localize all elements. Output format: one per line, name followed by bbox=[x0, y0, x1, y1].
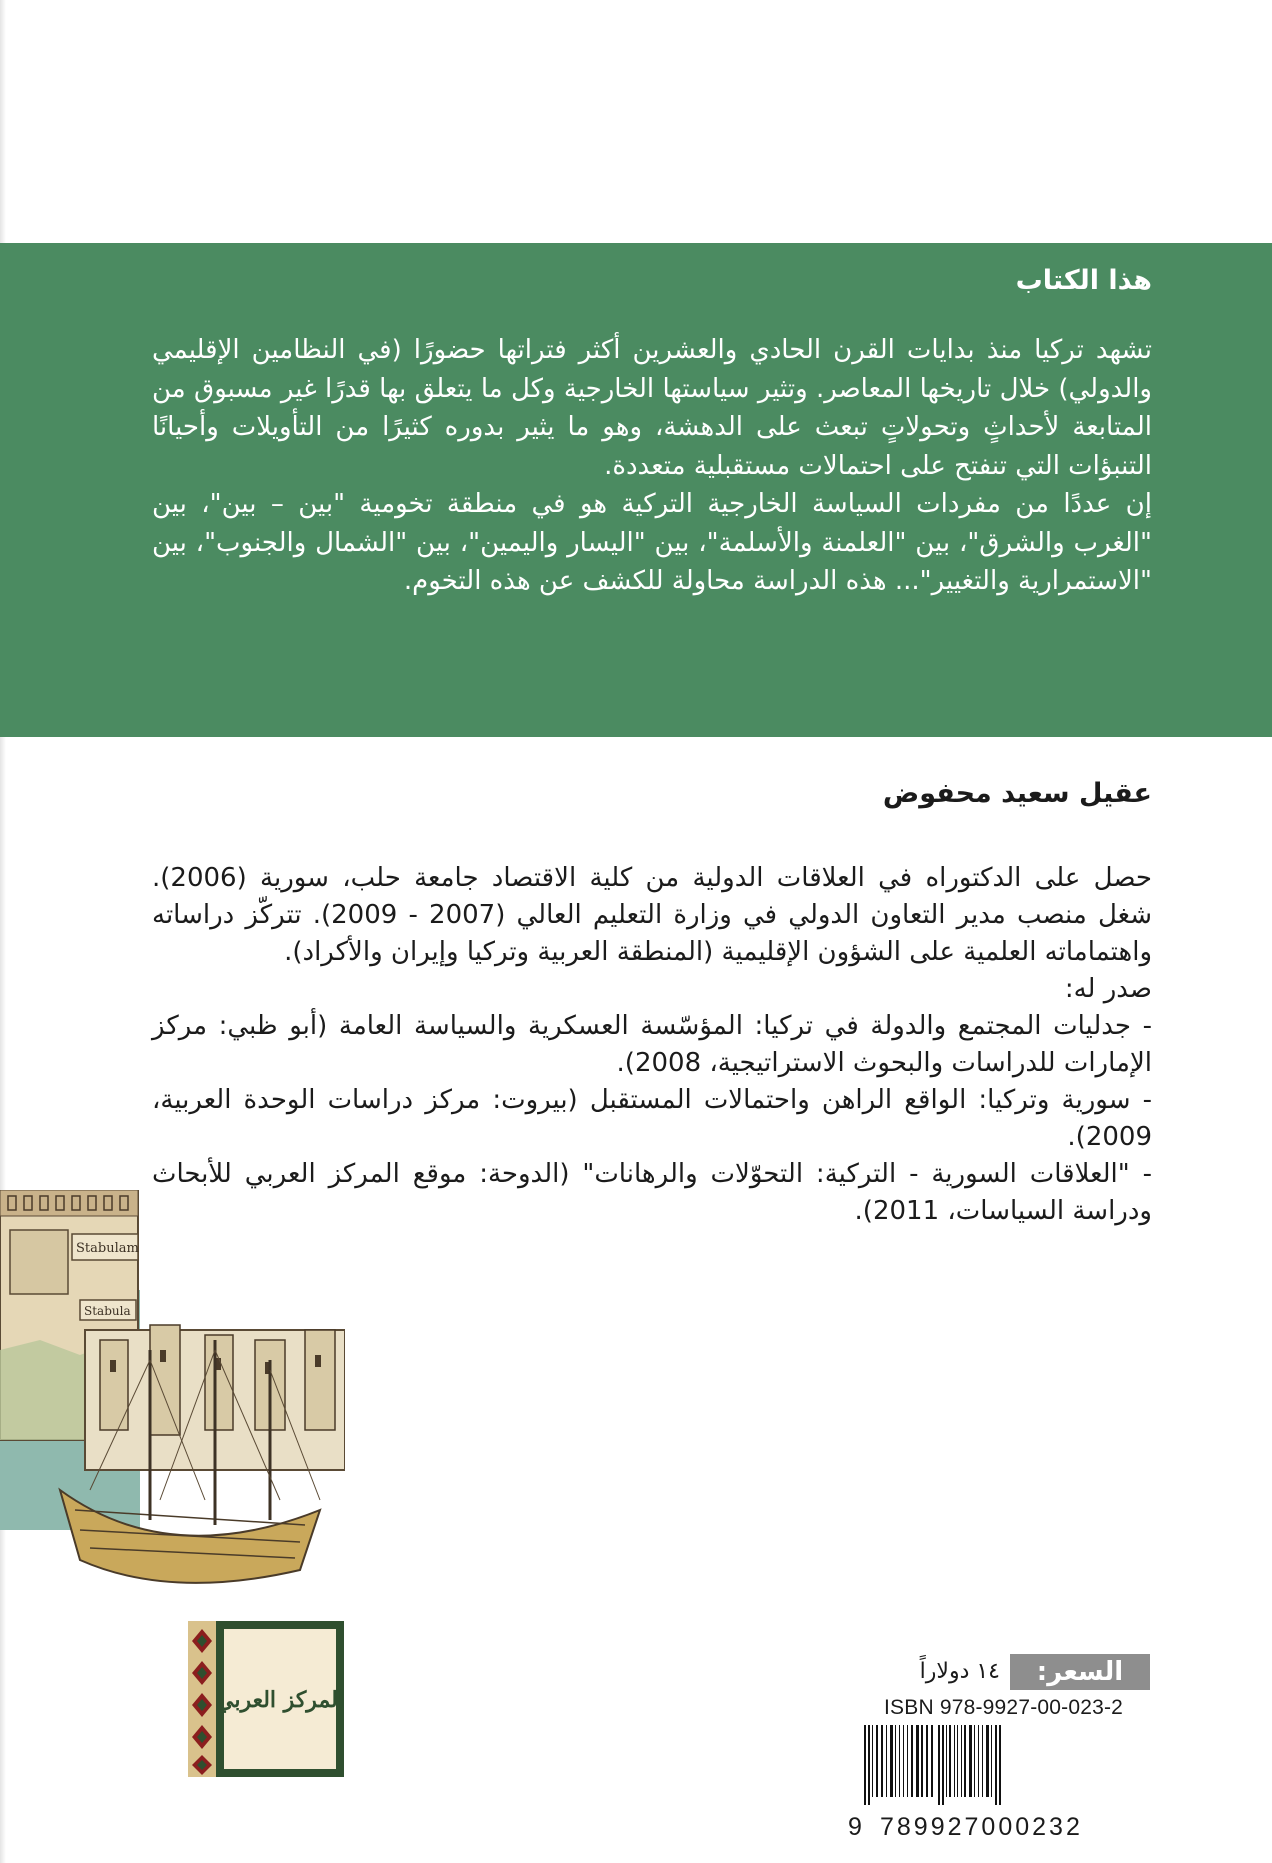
barcode-bar bbox=[995, 1725, 997, 1805]
barcode-bar bbox=[938, 1725, 940, 1805]
section-title: هذا الكتاب bbox=[1015, 265, 1152, 296]
publication-item: - سورية وتركيا: الواقع الراهن واحتمالات المستقبل (بيروت: مركز دراسات الوحدة العربية، 2009). bbox=[152, 1085, 1152, 1152]
publication-item: - "العلاقات السورية - التركية: التحوّلات والرهانات" (الدوحة: موقع المركز العربي للأبحاث ودراسة السياسات، 2011). bbox=[152, 1159, 1152, 1226]
about-book-text bbox=[152, 331, 1152, 601]
barcode-bar bbox=[868, 1725, 870, 1805]
barcode-bar bbox=[926, 1725, 928, 1797]
illustration-label: Stabulam bbox=[76, 1241, 139, 1256]
publications-heading: صدر له: bbox=[1064, 974, 1152, 1004]
barcode-bar bbox=[890, 1725, 893, 1797]
barcode-bar bbox=[999, 1725, 1001, 1805]
barcode-bar bbox=[872, 1725, 873, 1797]
barcode-bar bbox=[961, 1725, 962, 1797]
author-name: عقيل سعيد محفوض bbox=[882, 778, 1152, 809]
barcode-bar bbox=[957, 1725, 958, 1797]
barcode-bar bbox=[991, 1725, 992, 1797]
barcode-bar bbox=[954, 1725, 955, 1797]
barcode-bar bbox=[881, 1725, 883, 1797]
city-roof bbox=[0, 1190, 138, 1216]
illustration-label: Stabula bbox=[84, 1304, 131, 1318]
logo-calligraphy: المركز العربي bbox=[216, 1687, 344, 1713]
barcode-bar bbox=[911, 1725, 913, 1797]
barcode-bar bbox=[949, 1725, 951, 1797]
author-bio bbox=[152, 860, 1152, 1230]
barcode bbox=[860, 1725, 1140, 1805]
barcode-bar bbox=[986, 1725, 989, 1797]
publication-item: - جدليات المجتمع والدولة في تركيا: المؤسّسة العسكرية والسياسة العامة (أبو ظبي: مركز الإمارات للدراسات والبحوث الاستراتيجية، 2008). bbox=[152, 1011, 1152, 1078]
barcode-bar bbox=[964, 1725, 966, 1797]
barcode-bar bbox=[982, 1725, 983, 1797]
barcode-bar bbox=[931, 1725, 933, 1797]
isbn-text: ISBN 978-9927-00-023-2 bbox=[884, 1696, 1124, 1719]
barcode-digits: 789927000232 bbox=[880, 1813, 1083, 1841]
barcode-bar bbox=[899, 1725, 900, 1797]
about-book-band bbox=[0, 243, 1272, 737]
barcode-bar bbox=[907, 1725, 908, 1797]
barcode-first-digit: 9 bbox=[848, 1813, 865, 1841]
barcode-bar bbox=[864, 1725, 866, 1805]
barcode-bar bbox=[886, 1725, 887, 1797]
barcode-bar bbox=[974, 1725, 975, 1797]
about-book-paragraph: تشهد تركيا منذ بدايات القرن الحادي والعشرين أكثر فتراتها حضورًا (في النظامين الإقليمي والدولي) خلال تاريخها المعاصر. وتثير سياستها الخارجية وكل ما يتعلق بها قدرًا غير مسبوق من المتابعة لأحداثٍ وتحولاتٍ تبعث على الدهشة، وهو ما يثير بدوره كثيرًا من التأويلات وأحيانًا التنبؤات التي تنفتح على احتمالات مستقبلية متعددة. bbox=[152, 335, 1152, 481]
price-value: ١٤ دولاراً bbox=[919, 1659, 1000, 1684]
barcode-bar bbox=[876, 1725, 878, 1797]
barcode-bar bbox=[942, 1725, 944, 1805]
barcode-bar bbox=[946, 1725, 947, 1797]
barcode-bar bbox=[969, 1725, 972, 1797]
barcode-bar bbox=[916, 1725, 919, 1797]
about-book-paragraph: إن عددًا من مفردات السياسة الخارجية التركية هو في منطقة تخومية "بين – بين"، بين "الغرب والشرق"، بين "العلمنة والأسلمة"، بين "اليسار واليمين"، بين "الشمال والجنوب"، بين "الاستمرارية والتغيير"... هذه الدراسة محاولة للكشف عن هذه التخوم. bbox=[152, 489, 1152, 596]
author-bio-paragraph: حصل على الدكتوراه في العلاقات الدولية من كلية الاقتصاد جامعة حلب، سورية (2006). شغل منصب مدير التعاون الدولي في وزارة التعليم العالي (2007 - 2009). تتركّز دراساته واهتماماته العلمية على الشؤون الإقليمية (المنطقة العربية وتركيا وإيران والأكراد). bbox=[152, 863, 1152, 967]
barcode-bar bbox=[978, 1725, 979, 1797]
price-label: السعر: bbox=[1010, 1654, 1150, 1690]
barcode-bar bbox=[903, 1725, 904, 1797]
building bbox=[10, 1230, 68, 1294]
barcode-bar bbox=[921, 1725, 923, 1797]
harbor-city-illustration bbox=[0, 1190, 345, 1600]
barcode-bar bbox=[895, 1725, 896, 1797]
publisher-logo bbox=[188, 1621, 344, 1777]
